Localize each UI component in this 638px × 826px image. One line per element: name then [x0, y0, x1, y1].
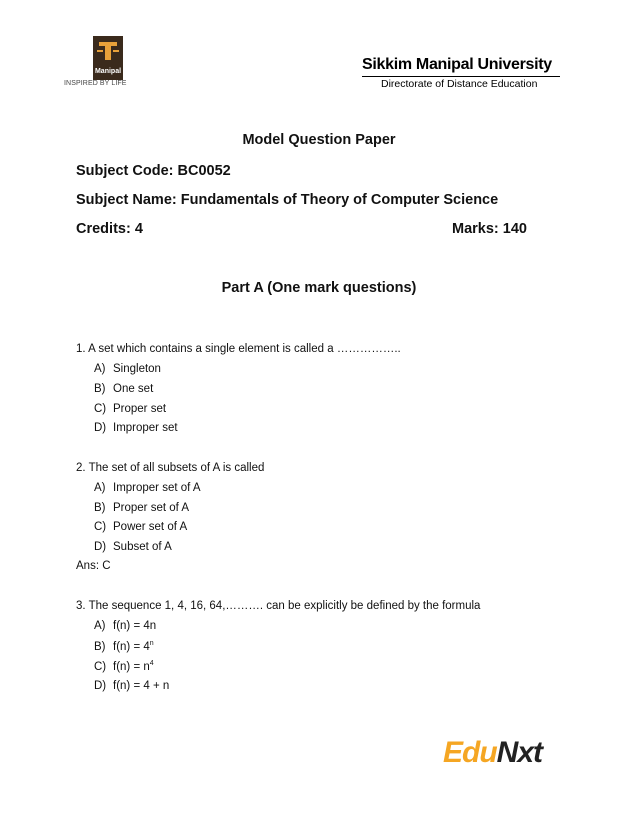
list-item: C) $f(n) = n^4$: [94, 660, 154, 673]
list-item: A) Singleton: [94, 363, 161, 375]
question-1: 1. A set which contains a single element is called a ……………..: [76, 343, 401, 355]
part-heading: Part A (One mark questions): [221, 280, 417, 296]
list-item: A) Improper set of A: [94, 482, 201, 494]
list-item: C) Power set of A: [94, 521, 188, 533]
tagline: INSPIRED BY LIFE: [64, 80, 127, 87]
list-item: D) Subset of A: [94, 541, 172, 553]
marks: Marks: 140: [452, 221, 527, 237]
subject-code: Subject Code: BC0052: [76, 163, 231, 179]
list-item: D) f(n) = 4 + n: [94, 680, 170, 692]
exponent: n: [149, 640, 154, 647]
question-2: 2. The set of all subsets of A is called: [76, 462, 265, 474]
directorate-name: Directorate of Distance Education: [381, 78, 538, 90]
subject-name: Subject Name: Fundamentals of Theory of Computer Science: [76, 192, 499, 208]
page-title: Model Question Paper: [242, 132, 396, 148]
credits: Credits: 4: [76, 221, 143, 237]
manipal-emblem-icon: [95, 38, 121, 66]
logo-word: Manipal: [94, 68, 122, 75]
list-item: B) One set: [94, 383, 154, 395]
header-divider: [362, 76, 560, 77]
university-name: Sikkim Manipal University: [362, 56, 552, 73]
edunxt-logo: EduNxt: [443, 736, 543, 769]
list-item: B) Proper set of A: [94, 502, 190, 514]
list-item: B) $f(n) = 4^n$: [94, 640, 154, 653]
list-item: D) Improper set: [94, 422, 178, 434]
question-3: 3. The sequence 1, 4, 16, 64,………. can be explicitly be defined by the formula: [76, 600, 481, 612]
list-item: C) Proper set: [94, 403, 167, 415]
list-item: A) f(n) = 4n: [94, 620, 157, 632]
exponent: 4: [149, 660, 154, 667]
answer-2: Ans: C: [76, 560, 111, 572]
